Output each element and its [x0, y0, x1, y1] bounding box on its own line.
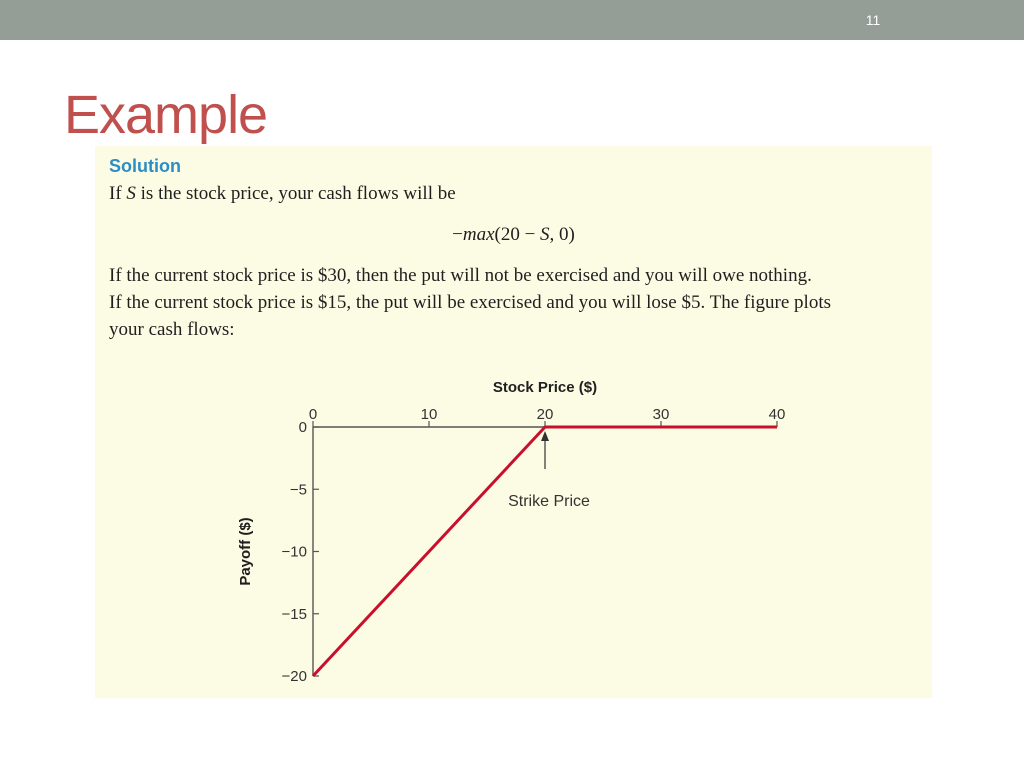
formula-minus: − [452, 224, 463, 245]
formula-args-b: , 0) [549, 224, 575, 245]
y-tick-label: 0 [298, 419, 307, 436]
y-axis-title: Payoff ($) [237, 517, 254, 586]
y-tick-label: −10 [281, 543, 307, 561]
solution-panel [95, 146, 932, 698]
strike-price-label: Strike Price [508, 493, 590, 510]
y-tick-label: −20 [281, 668, 307, 685]
paragraph-line: your cash flows: [109, 319, 235, 340]
x-tick-label: 0 [308, 406, 318, 423]
x-tick-label: 30 [652, 406, 670, 423]
intro-suffix: is the stock price, your cash flows will be [135, 183, 456, 204]
intro-prefix: If [109, 183, 127, 204]
x-tick-label: 10 [420, 406, 438, 423]
slide-number: 11 [865, 12, 881, 28]
payoff-chart [95, 146, 932, 698]
x-axis-title: Stock Price ($) [492, 379, 598, 396]
paragraph-line: If the current stock price is $15, the put will be exercised and you will lose $5. The figure plots [109, 292, 831, 313]
intro-variable: S [126, 183, 136, 204]
slide-title: Example [64, 85, 268, 145]
strike-arrow-head [541, 431, 549, 441]
paragraph-line: If the current stock price is $30, then the put will not be exercised and you will owe nothing. [109, 265, 812, 286]
top-bar [0, 0, 1024, 40]
formula-function: max [462, 224, 495, 245]
solution-heading: Solution [109, 156, 181, 176]
y-tick-label: −15 [281, 605, 307, 623]
formula-args-a: (20 − [494, 224, 541, 245]
formula-variable: S [540, 224, 550, 245]
y-tick-label: −5 [289, 481, 307, 499]
x-tick-label: 20 [536, 406, 554, 423]
x-tick-label: 40 [768, 406, 786, 423]
